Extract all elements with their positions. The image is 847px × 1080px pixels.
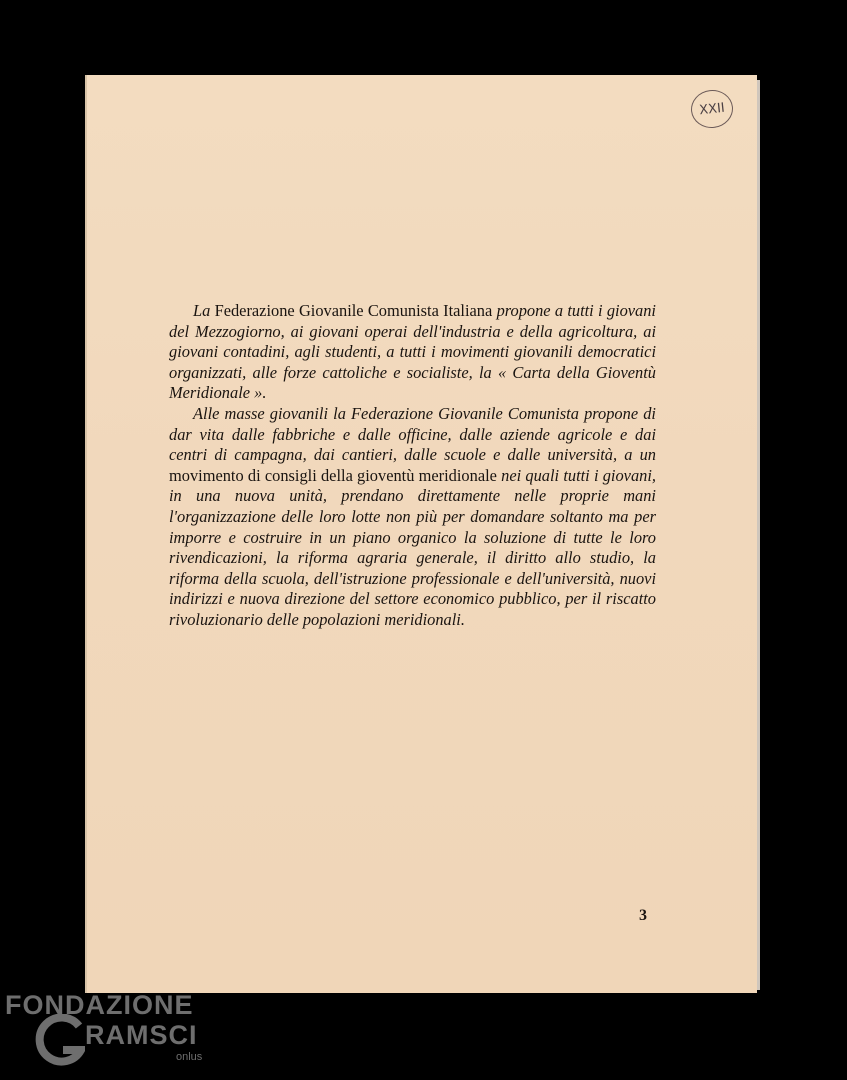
fondazione-gramsci-logo <box>5 990 215 1075</box>
paragraph-1-lead: La <box>193 301 211 320</box>
logo-line-2: RAMSCI <box>85 1020 198 1050</box>
body-text <box>169 301 656 631</box>
logo-line-1: FONDAZIONE <box>5 990 194 1020</box>
paragraph-2-text: Alle masse giovanili la Federazione Giovanile Comunista propone di dar vita dalle fabbriche e dalle officine, dalle aziende agricole e dai centri di campagna, dai cantieri, dalle scuole e dalle università, a un <box>169 403 656 465</box>
paragraph-2-movement: movimento di consigli della gioventù meridionale <box>169 465 502 485</box>
logo-g-icon <box>35 1014 85 1070</box>
archive-stamp-label: XXII <box>698 100 726 118</box>
page-edge <box>757 80 760 990</box>
page-number: 3 <box>639 907 647 924</box>
paragraph-2 <box>169 404 656 631</box>
paragraph-1-org: Federazione Giovanile Comunista Italiana <box>210 301 497 320</box>
logo-subtitle: onlus <box>176 1051 203 1063</box>
archive-stamp <box>689 88 735 130</box>
paragraph-1-text: propone a tutti i giovani del Mezzogiorno, ai giovani operai dell'industria e della agricoltura, ai giovani contadini, agli studenti, a tutti i movimenti giovanili democratici organizzati, alle forze cattoliche e socialiste, la « Carta della Gioventù Meridionale ». <box>169 301 656 403</box>
paragraph-2-rest: nei quali tutti i giovani, in una nuova unità, prendano direttamente nelle proprie mani l'organizzazione delle loro lotte non più per domandare soltanto ma per imporre e costruire in un piano organico la soluzione di tutte le loro rivendicazioni, la riforma agraria generale, il diritto allo studio, la riforma della scuola, dell'istruzione professionale e dell'università, nuovi indirizzi e nuova direzione del settore economico pubblico, per il riscatto rivoluzionario delle popolazioni meridionali. <box>169 465 656 629</box>
paragraph-1 <box>169 301 656 404</box>
document-page <box>85 75 757 993</box>
